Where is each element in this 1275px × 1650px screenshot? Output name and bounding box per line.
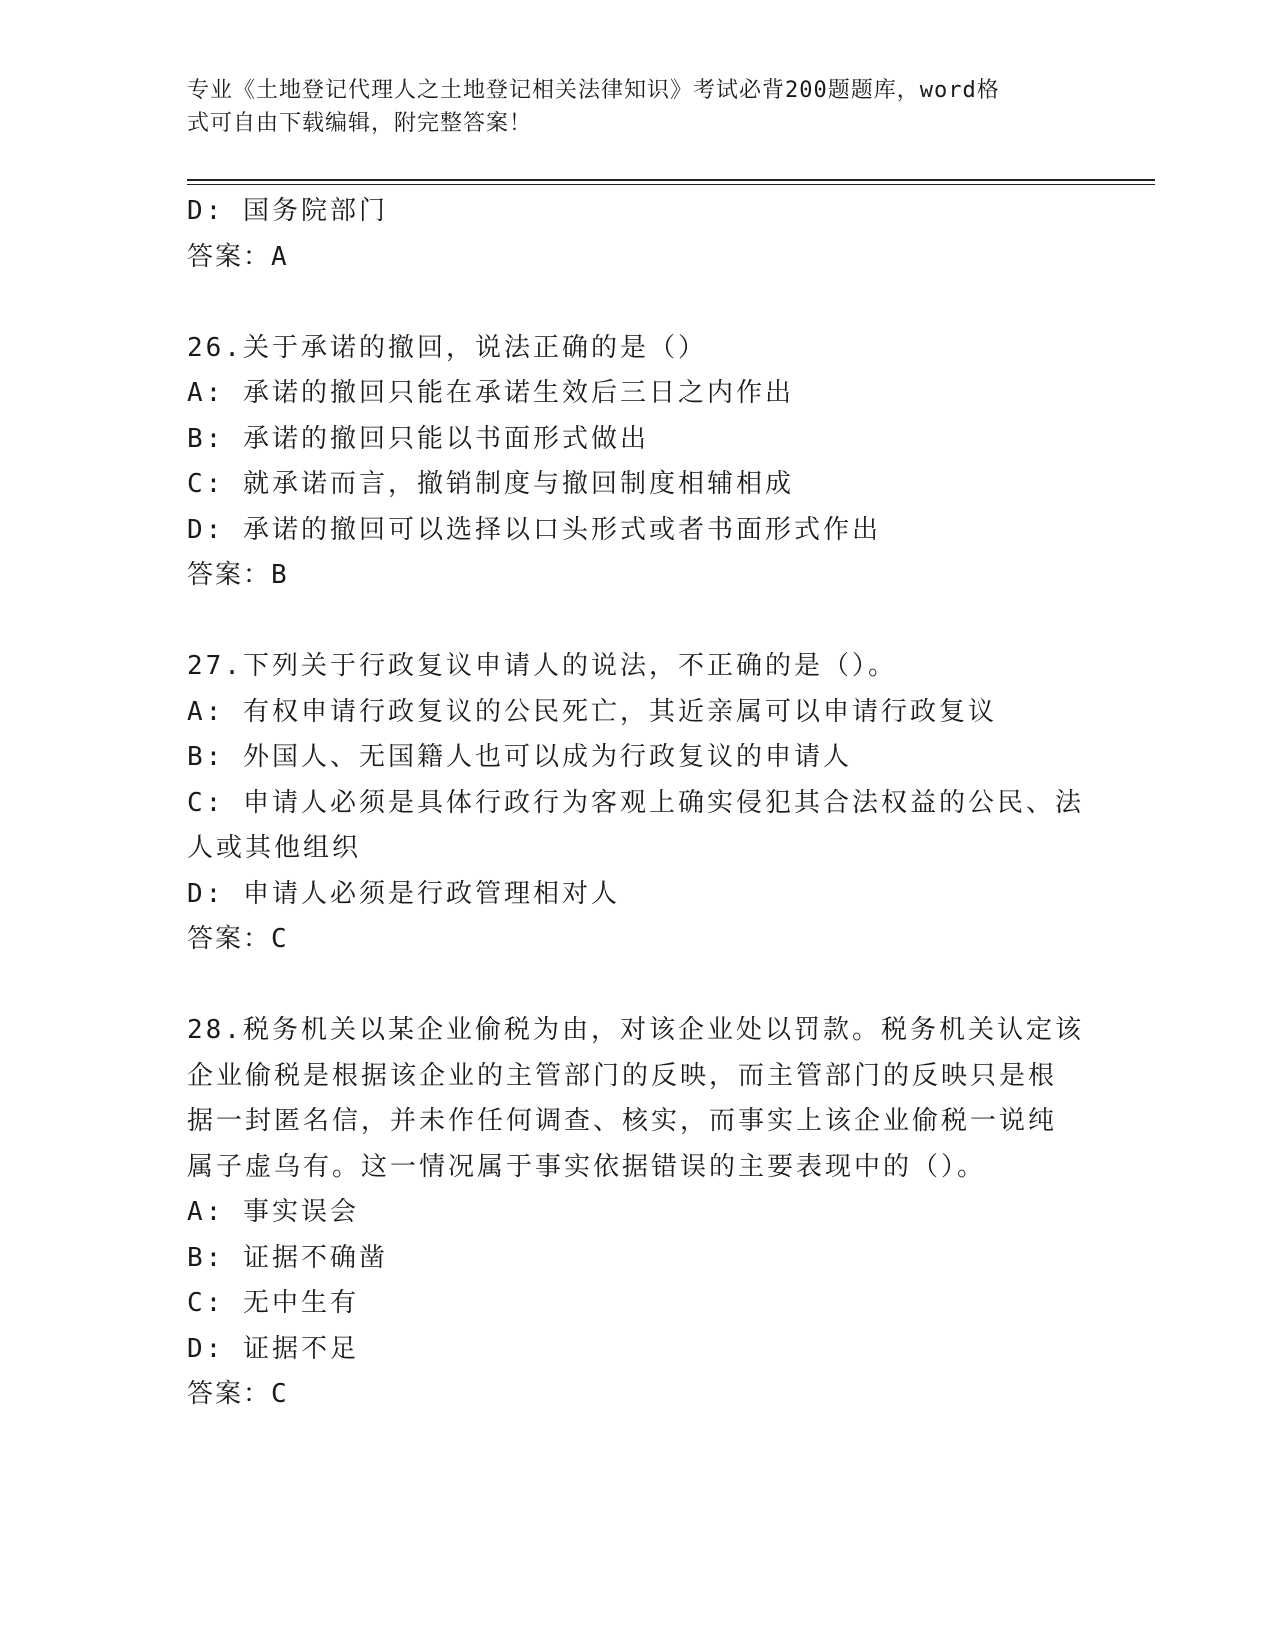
answer-option-line: A: 承诺的撤回只能在承诺生效后三日之内作出 <box>187 378 794 408</box>
question-block <box>187 1008 1087 1418</box>
question-stem-line: 26.关于承诺的撤回，说法正确的是（） <box>187 332 707 363</box>
answer-option-line: B: 证据不确凿 <box>187 1242 388 1273</box>
question-spacer <box>187 963 1087 1009</box>
header-line-1: 专业《土地登记代理人之土地登记相关法律知识》考试必背200题题库，word格 <box>187 78 1000 103</box>
answer-option-line: C: 就承诺而言，撤销制度与撤回制度相辅相成 <box>187 469 794 499</box>
answer-option-line: D: 承诺的撤回可以选择以口头形式或者书面形式作出 <box>187 514 881 545</box>
question-stem-line: 27.下列关于行政复议申请人的说法，不正确的是（）。 <box>187 651 897 681</box>
header-line-2: 式可自由下载编辑，附完整答案！ <box>187 111 533 136</box>
question-answer <box>187 553 1087 599</box>
question-answer <box>187 1372 1087 1418</box>
answer-option-line: B: 外国人、无国籍人也可以成为行政复议的申请人 <box>187 742 852 772</box>
answer-label: 答案： <box>187 241 272 272</box>
answer-option-line: D: 申请人必须是行政管理相对人 <box>187 878 620 909</box>
answer-option-line: C: 无中生有 <box>187 1288 359 1318</box>
answer-option-line: B: 承诺的撤回只能以书面形式做出 <box>187 423 649 454</box>
prev-question-answer <box>187 235 1087 281</box>
question-stem-line: 企业偷税是根据该企业的主管部门的反映，而主管部门的反映只是根 <box>187 1060 1058 1091</box>
question-stem-line: 据一封匿名信，并未作任何调查、核实，而事实上该企业偷税一说纯 <box>187 1106 1058 1136</box>
header-divider-thin <box>187 184 1155 185</box>
question-answer <box>187 917 1087 963</box>
answer-value: B <box>271 560 290 590</box>
question-block <box>187 644 1087 963</box>
answer-value: C <box>271 1379 290 1409</box>
answer-value: C <box>271 924 290 954</box>
answer-option-line: A: 事实误会 <box>187 1197 359 1227</box>
header-divider-thick <box>187 179 1155 181</box>
answer-option-line: 人或其他组织 <box>187 833 362 863</box>
answer-option-line: C: 申请人必须是具体行政行为客观上确实侵犯其合法权益的公民、法 <box>187 787 1084 818</box>
question-spacer <box>187 599 1087 645</box>
question-spacer <box>187 280 1087 326</box>
document-header <box>187 74 1067 140</box>
answer-label: 答案： <box>187 924 272 954</box>
answer-option-line: A: 有权申请行政复议的公民死亡，其近亲属可以申请行政复议 <box>187 696 997 727</box>
question-stem-line: 属子虚乌有。这一情况属于事实依据错误的主要表现中的（）。 <box>187 1151 987 1182</box>
prev-question-option-d: D: 国务院部门 <box>187 196 388 226</box>
answer-value: A <box>271 241 290 272</box>
question-stem-line: 28.税务机关以某企业偷税为由，对该企业处以罚款。税务机关认定该 <box>187 1015 1084 1045</box>
answer-label: 答案： <box>187 560 272 590</box>
question-block <box>187 326 1087 599</box>
answer-option-line: D: 证据不足 <box>187 1333 359 1364</box>
answer-label: 答案： <box>187 1379 272 1409</box>
question-list <box>187 189 1087 1418</box>
